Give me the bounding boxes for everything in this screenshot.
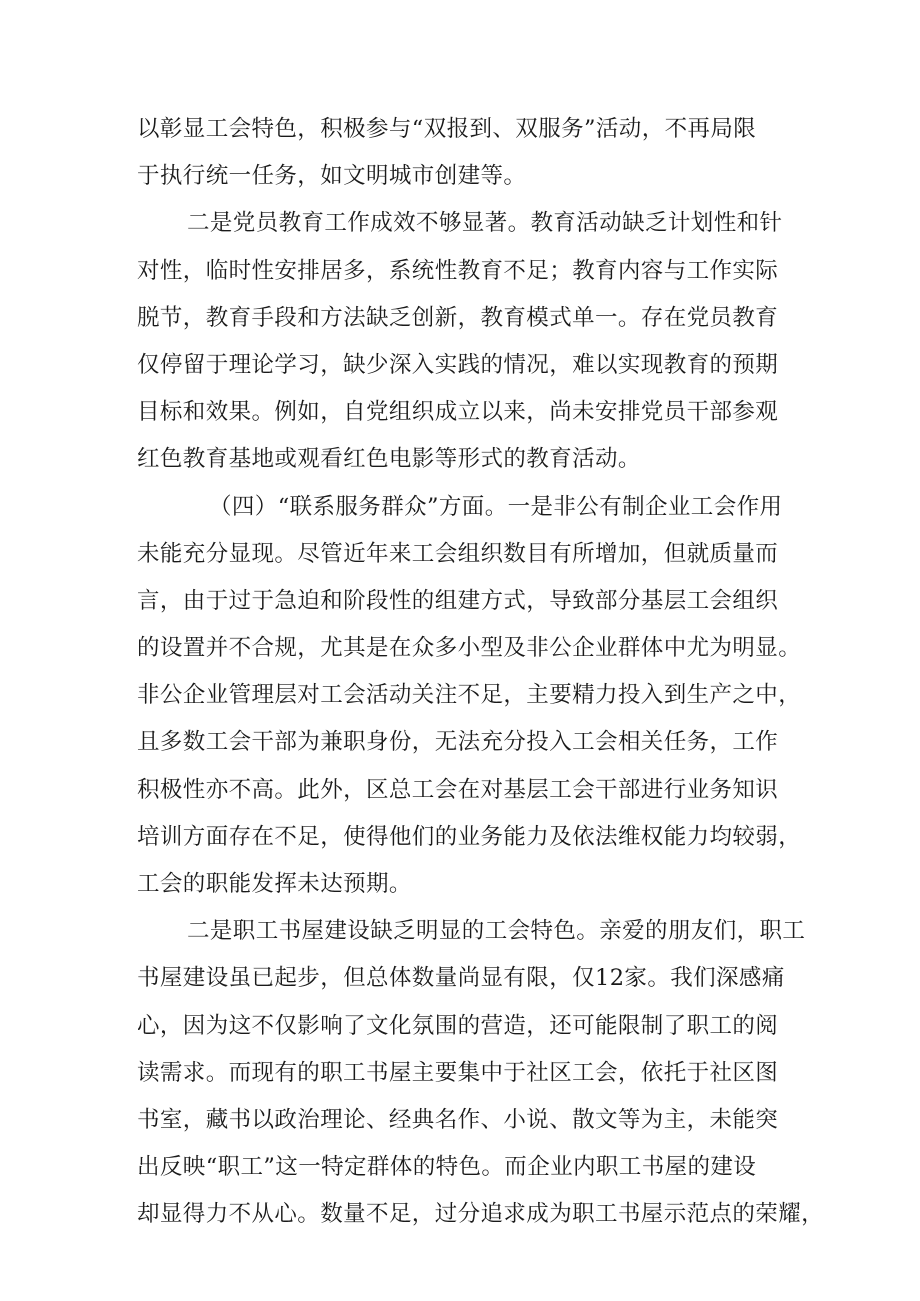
text-line: 培训方面存在不足，使得他们的业务能力及依法维权能力均较弱， — [137, 823, 802, 850]
paragraph-start-line: 二是党员教育工作成效不够显著。教育活动缺乏计划性和针 — [187, 210, 783, 237]
text-line: 仅停留于理论学习，缺少深入实践的情况，难以实现教育的预期 — [137, 351, 779, 378]
text-line: 工会的职能发挥未达预期。 — [137, 871, 412, 897]
text-line: 却显得力不从心。数量不足，过分追求成为职工书屋示范点的荣耀， — [137, 1201, 825, 1228]
section-heading-line: （四）“联系服务群众”方面。一是非公有制企业工会作用 — [209, 493, 783, 520]
text-line: 目标和效果。例如，自党组织成立以来，尚未安排党员干部参观 — [137, 399, 779, 426]
text-line: 于执行统一任务，如文明城市创建等。 — [137, 163, 527, 190]
text-line: 红色教育基地或观看红色电影等形式的教育活动。 — [137, 446, 641, 473]
text-line: 非公企业管理层对工会活动关注不足，主要精力投入到生产之中， — [137, 682, 802, 709]
text-line: 言，由于过于急迫和阶段性的组建方式，导致部分基层工会组织 — [137, 587, 779, 614]
text-line: 且多数工会干部为兼职身份，无法充分投入工会相关任务，工作 — [137, 729, 779, 756]
text-line: 出反映“职工”这一特定群体的特色。而企业内职工书屋的建设 — [137, 1154, 757, 1181]
text-line: 以彰显工会特色，积极参与“双报到、双服务”活动，不再局限 — [137, 116, 757, 142]
text-line: 脱节，教育手段和方法缺乏创新，教育模式单一。存在党员教育 — [137, 304, 779, 331]
body-text — [137, 106, 825, 1239]
text-line: 书室，藏书以政治理论、经典名作、小说、散文等为主，未能突 — [137, 1106, 779, 1133]
text-line: 读需求。而现有的职工书屋主要集中于社区工会，依托于社区图 — [137, 1059, 779, 1086]
text-line: 的设置并不合规，尤其是在众多小型及非公企业群体中尤为明显。 — [137, 635, 802, 662]
paragraph-start-line: 二是职工书屋建设缺乏明显的工会特色。亲爱的朋友们，职工 — [187, 918, 806, 945]
text-line: 积极性亦不高。此外，区总工会在对基层工会干部进行业务知识 — [137, 776, 779, 803]
text-line: 心，因为这不仅影响了文化氛围的营造，还可能限制了职工的阅 — [137, 1012, 779, 1039]
text-line: 未能充分显现。尽管近年来工会组织数目有所增加，但就质量而 — [137, 540, 779, 567]
text-line: 对性，临时性安排居多，系统性教育不足；教育内容与工作实际 — [137, 257, 779, 284]
text-line: 书屋建设虽已起步，但总体数量尚显有限，仅12家。我们深感痛 — [137, 965, 785, 992]
